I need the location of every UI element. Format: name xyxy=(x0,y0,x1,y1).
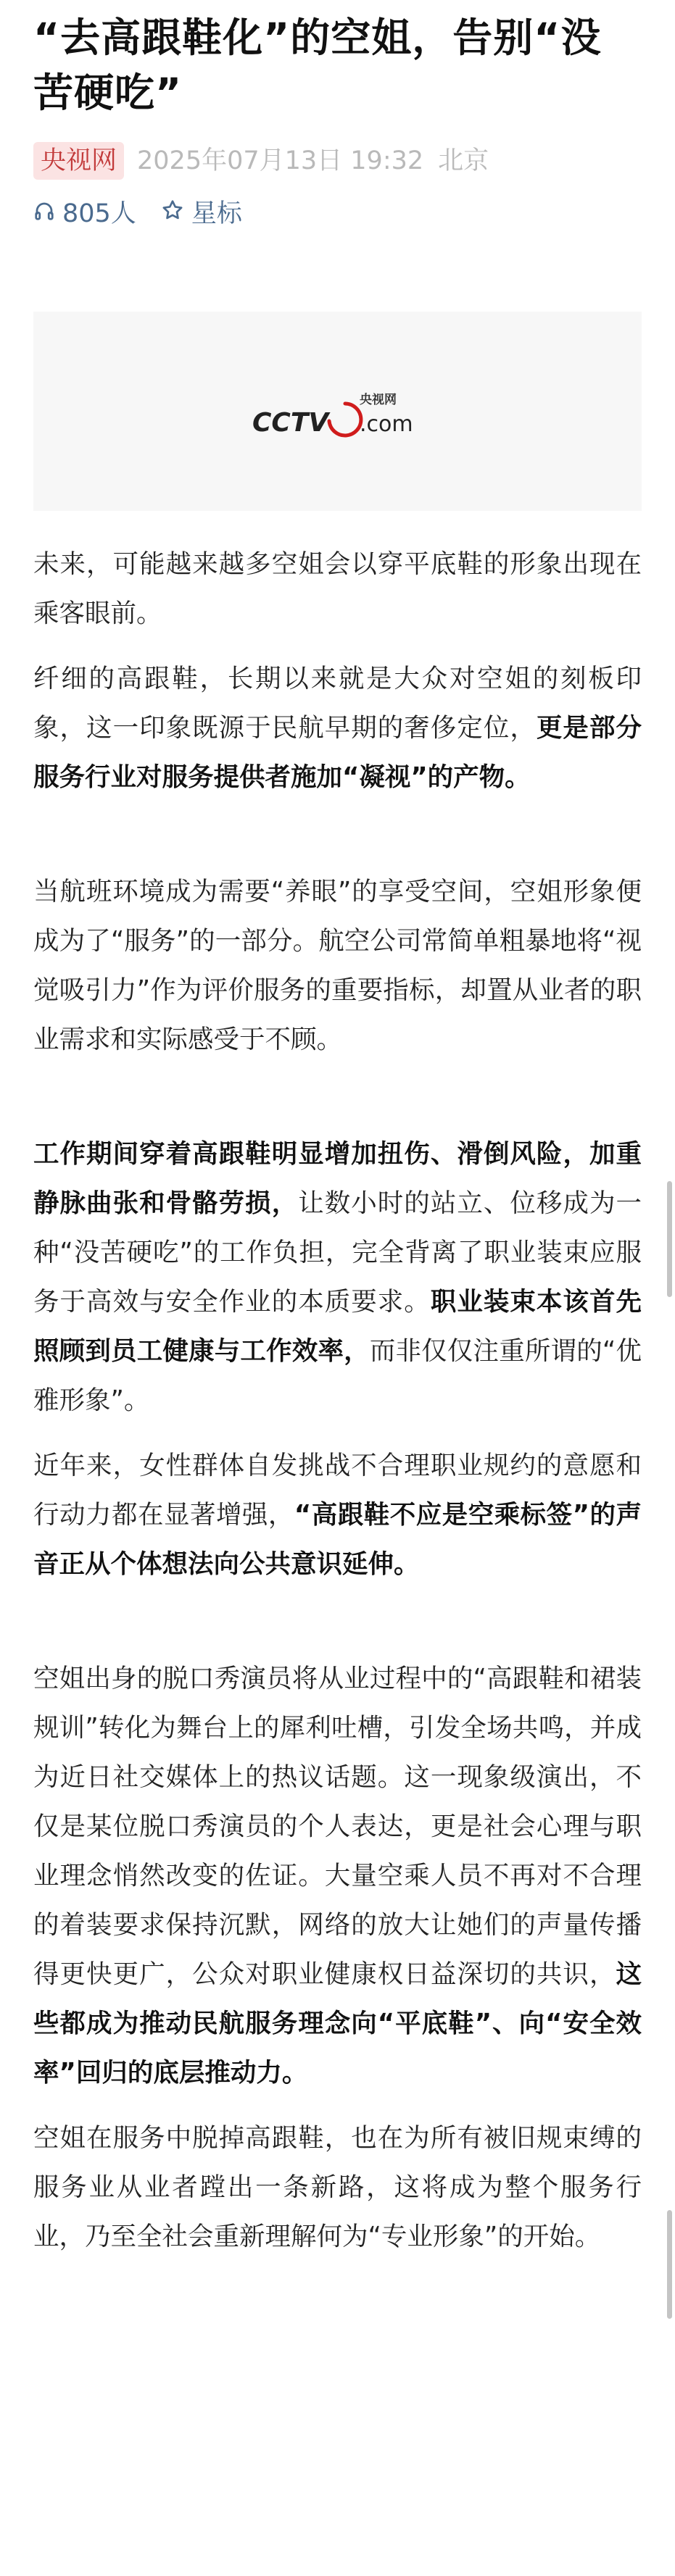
paragraph-5-bold: “高跟鞋不应是空乘标签”的声音正从个体想法向公共意识延伸。 xyxy=(33,1500,642,1579)
listen-count[interactable] xyxy=(33,196,136,232)
article-title: “去高跟鞋化”的空姐，告别“没苦硬吃” xyxy=(33,14,602,116)
paragraph-6 xyxy=(33,1654,642,2098)
paragraph-2 xyxy=(33,654,642,802)
paragraph-5 xyxy=(33,1441,642,1589)
paragraph-7: 空姐在服务中脱掉高跟鞋，也在为所有被旧规束缚的服务业从业者蹚出一条新路，这将成为整个服务行业，乃至全社会重新理解何为“专业形象”的开始。 xyxy=(33,2123,642,2251)
paragraph-4 xyxy=(33,1130,642,1425)
logo-main-text: CCTV xyxy=(252,407,328,438)
paragraph-4-text-2: 而非仅仅注重所谓的“优雅形象”。 xyxy=(33,1336,642,1415)
paragraph-2-text: 纤细的高跟鞋，长期以来就是大众对空姐的刻板印象，这一印象既源于民航早期的奢侈定位， xyxy=(33,664,642,743)
paragraph-3: 当航班环境成为需要“养眼”的享受空间，空姐形象便成为了“服务”的一部分。航空公司常简单粗暴地将“视觉吸引力”作为评价服务的重要指标，却置从业者的职业需求和实际感受于不顾。 xyxy=(33,877,642,1054)
logo-suffix-text: .com xyxy=(359,411,413,437)
scrollbar-thumb-lower[interactable] xyxy=(667,2210,672,2319)
scrollbar-thumb-upper[interactable] xyxy=(667,1181,672,1297)
logo-small-text: 央视网 xyxy=(359,392,397,407)
cctv-banner-image xyxy=(33,312,642,511)
listen-count-label: 805人 xyxy=(62,199,136,228)
publish-datetime: 2025年07月13日 19:32 xyxy=(137,146,424,175)
star-button[interactable] xyxy=(161,196,242,232)
paragraph-1: 未来，可能越来越多空姐会以穿平底鞋的形象出现在乘客眼前。 xyxy=(33,549,642,628)
paragraph-4-bold-2: 职业装束本该首先照顾到员工健康与工作效率， xyxy=(33,1287,642,1366)
paragraph-2-bold: 更是部分服务行业对服务提供者施加“凝视”的产物。 xyxy=(33,713,642,792)
paragraph-6-bold: 这些都成为推动民航服务理念向“平底鞋”、向“安全效率”回归的底层推动力。 xyxy=(33,1959,642,2088)
publish-location: 北京 xyxy=(438,146,489,175)
headphones-icon xyxy=(33,196,62,232)
paragraph-5-text: 近年来，女性群体自发挑战不合理职业规约的意愿和行动力都在显著增强， xyxy=(33,1451,642,1530)
source-badge[interactable]: 央视网 xyxy=(33,142,124,180)
article-meta xyxy=(33,142,642,180)
paragraph-4-text-1: 让数小时的站立、位移成为一种“没苦硬吃”的工作负担，完全背离了职业装束应服务于高效与安全作业的本质要求。 xyxy=(33,1188,642,1317)
article-stats xyxy=(33,196,642,232)
cctv-logo xyxy=(251,379,425,444)
paragraph-4-bold-1: 工作期间穿着高跟鞋明显增加扭伤、滑倒风险，加重静脉曲张和骨骼劳损， xyxy=(33,1139,642,1218)
paragraph-6-text: 空姐出身的脱口秀演员将从业过程中的“高跟鞋和裙装规训”转化为舞台上的犀利吐槽，引发全场共鸣，并成为近日社交媒体上的热议话题。这一现象级演出，不仅是某位脱口秀演员的个人表达，更是社会心理与职业理念悄然改变的佐证。大量空乘人员不再对不合理的着装要求保持沉默，网络的放大让她们的声量传播得更快更广，公众对职业健康权日益深切的共识， xyxy=(33,1664,642,1989)
star-label: 星标 xyxy=(191,199,242,228)
article-body xyxy=(33,540,642,2262)
star-outline-icon xyxy=(161,196,191,232)
